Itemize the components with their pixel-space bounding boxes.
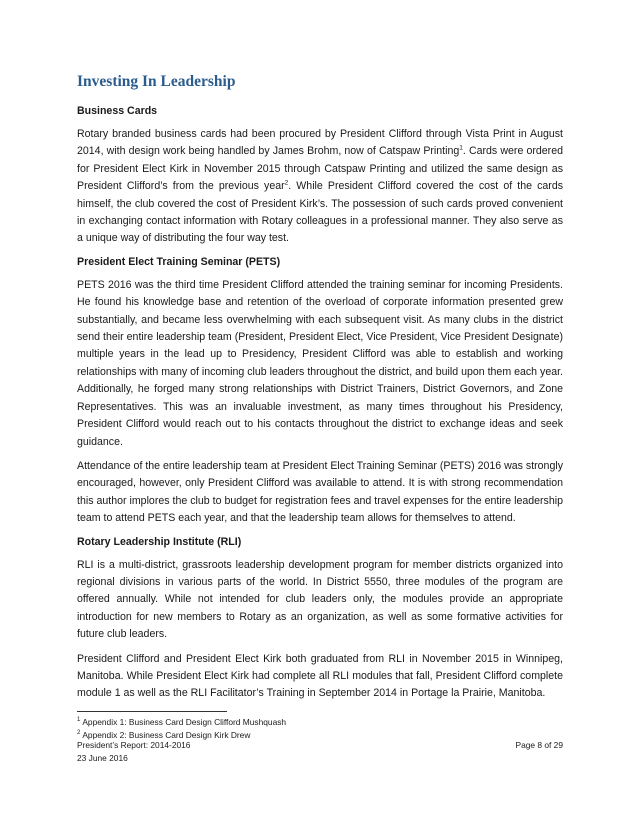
footnote-ref-1: 1 [459,144,463,152]
text-run: . While President Clifford covered the cost of the cards himself, the club covered the cost of President Kirk’s. The possession of such cards proved convenient in exchanging contact information with Rotary colleagues in a professional manner. They also serve as a unique way of distributing the four way test. [77,180,564,245]
text-run: Rotary branded business cards had been procured by President Clifford through Vista Print in August 2014, with design work being handled by James Brohm, now of Catspaw Printing [77,128,563,158]
footnote-text: Appendix 2: Business Card Design Kirk Drew [82,730,251,740]
paragraph-pets-1: PETS 2016 was the third time President Clifford attended the training seminar for incoming Presidents. He found his knowledge base and retention of the overload of corporate information presented grew substantially, and became less overwhelming with each subsequent visit. As many clubs in the district send their entire leadership team (President, President Elect, Vice President, Vice President Designate) multiple years in the lead up to Presidency, President Clifford was able to establish and working relationships with many of incoming club leaders throughout the district, and build upon them each year. Additionally, he forged many strong relationships with District Trainers, District Governors, and Zone Representatives. This was an invaluable investment, as many times throughout his Presidency, President Clifford would reach out to his contacts throughout the district to exchange ideas and seek guidance. [77,278,563,448]
footnotes [77,711,563,742]
footer-date: 23 June 2016 [77,753,128,763]
paragraph-pets-2: Attendance of the entire leadership team at President Elect Training Seminar (PETS) 2016 was strongly encouraged, however, only President Clifford was available to attend. It is with strong recommendation this author implores the club to budget for registration fees and travel expenses for the entire leadership team to attend PETS each year, and that the leadership team allows for themselves to attend. [77,459,563,525]
paragraph-rli-1: RLI is a multi-district, grassroots leadership development program for member districts organized into regional divisions in various parts of the world. In District 5550, three modules of the program are offered annually. While not intended for club leaders only, the modules provide an appropriate introduction for new members to Rotary as an organization, as well as some formative activities for future club leaders. [77,558,563,641]
paragraph-business-cards [77,126,563,248]
footnote-divider [77,711,227,712]
footer-report-title: President’s Report: 2014-2016 [77,740,191,750]
section-heading-pets: President Elect Training Seminar (PETS) [77,255,281,268]
main-content [77,72,563,710]
footnote-ref-2: 2 [284,179,289,187]
paragraph-rli-2: President Clifford and President Elect Kirk both graduated from RLI in November 2015 in Winnipeg, Manitoba. While President Elect Kirk had complete all RLI modules that fall, President Clifford complete module 1 as well as the RLI Facilitator’s Training in September 2014 in Portage la Prairie, Manitoba. [77,652,563,700]
section-heading-rli: Rotary Leadership Institute (RLI) [77,535,242,548]
page-title: Investing In Leadership [77,73,236,90]
footer-page-number: Page 8 of 29 [515,740,563,750]
footnote-number: 1 [77,717,81,724]
footnote-1 [77,716,563,729]
page-footer [77,739,563,765]
footnote-number: 2 [77,730,81,737]
text-run: . Cards were ordered for President Elect Kirk in November 2015 through Catspaw Printing and utilized the same design as President Clifford’s from the previous year [77,145,563,193]
footnote-text: Appendix 1: Business Card Design Clifford Mushquash [82,717,287,727]
section-heading-business-cards: Business Cards [77,105,158,117]
